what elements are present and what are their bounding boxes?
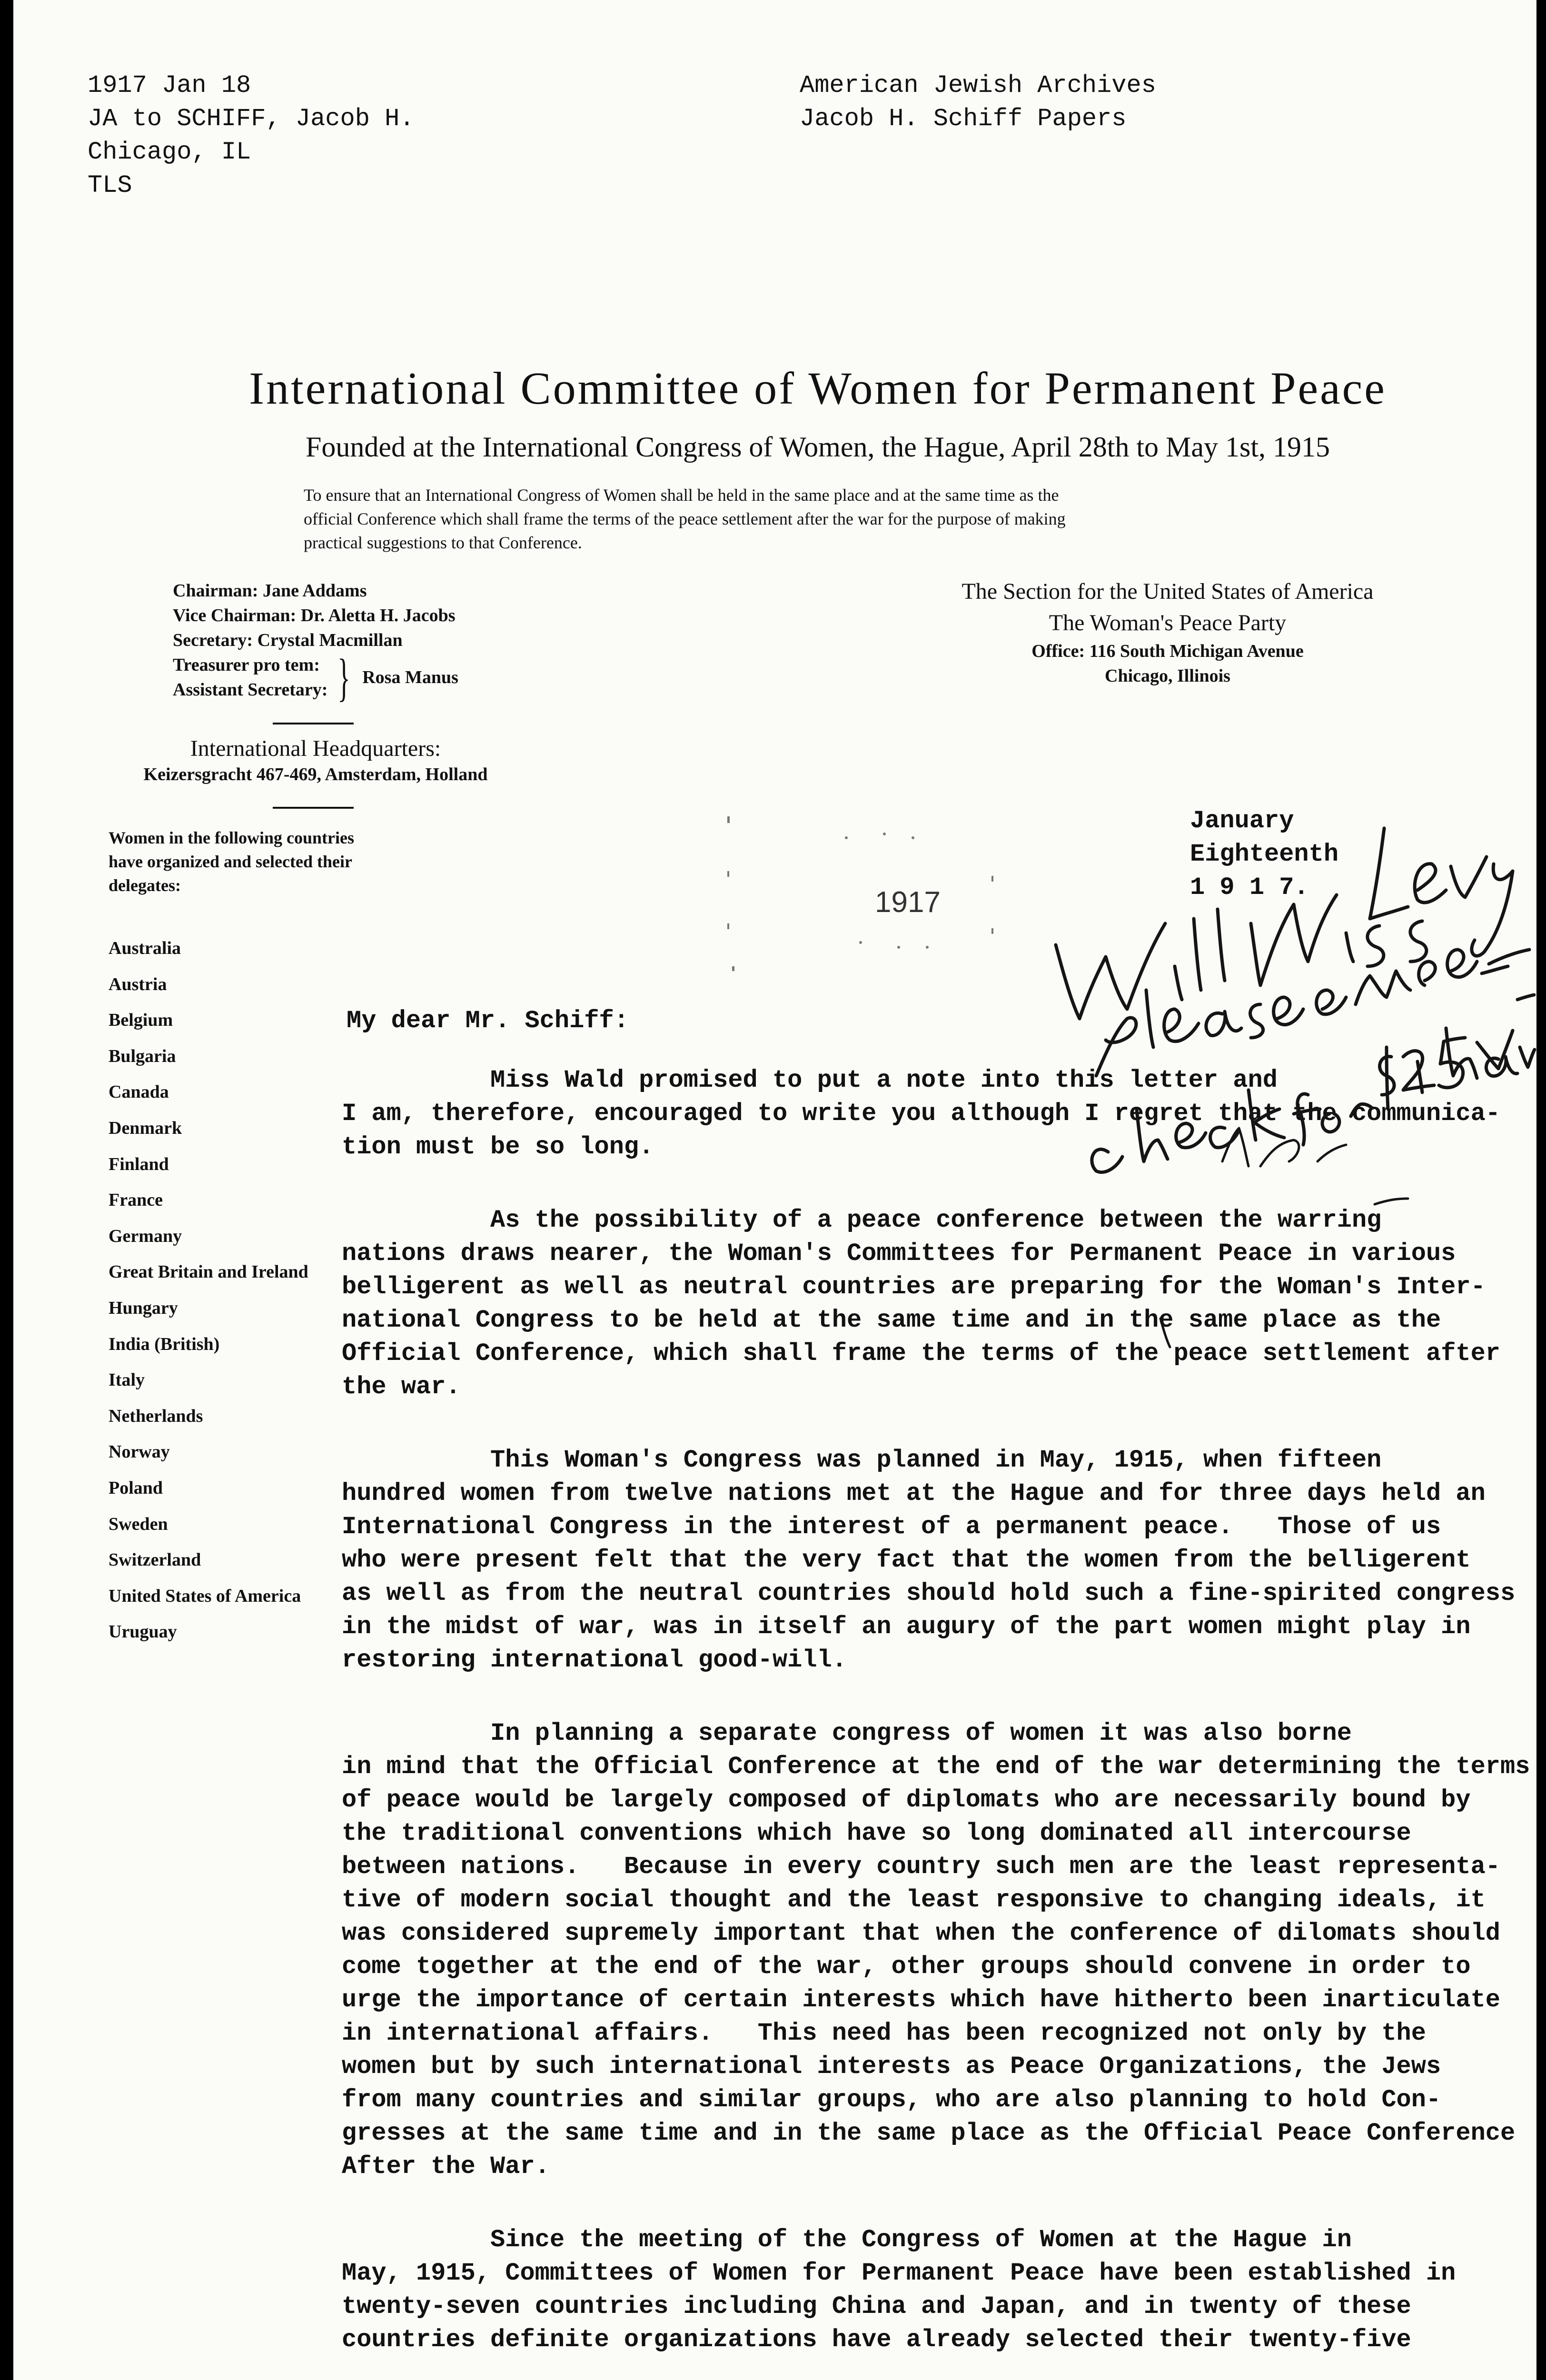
handwriting-stroke — [1250, 1004, 1263, 1038]
officer-secretary: Secretary: Crystal Macmillan — [173, 630, 403, 650]
handwriting-stroke — [1447, 950, 1477, 977]
body-line: This Woman's Congress was planned in May, 1915, when fifteen — [342, 1446, 1382, 1474]
handwriting-stroke — [1477, 1031, 1513, 1069]
body-line: Since the meeting of the Congress of Women at the Hague in — [342, 2226, 1352, 2254]
body-line: tion must be so long. — [342, 1133, 654, 1161]
date-line: January — [1190, 807, 1294, 835]
country-item: Uruguay — [109, 1622, 177, 1642]
body-line: come together at the end of the war, other groups should convene in order to — [342, 1953, 1471, 1981]
handwriting-stroke — [1194, 919, 1201, 990]
body-line: restoring international good-will. — [342, 1646, 847, 1674]
headquarters-title: International Headquarters: — [190, 736, 441, 761]
country-item: Belgium — [109, 1010, 173, 1031]
handwriting-stroke — [1368, 926, 1384, 966]
countries-intro-line: Women in the following countries — [109, 828, 355, 847]
body-paragraph — [342, 1717, 1536, 2183]
body-line: International Congress in the interest of a permanent peace. Those of us — [342, 1513, 1441, 1541]
country-item: Norway — [109, 1442, 170, 1462]
officer-assistant-label: Assistant Secretary: — [173, 680, 328, 700]
us-section-line: The Woman's Peace Party — [1049, 610, 1287, 635]
handwriting-stroke — [1146, 990, 1153, 1047]
country-item: Canada — [109, 1082, 169, 1102]
handwriting-stroke — [1356, 971, 1410, 1004]
stamp-year: 1917 — [875, 886, 941, 919]
mission-line: To ensure that an International Congress of Women shall be held in the same place and at the same time as the — [304, 486, 1059, 505]
mission-line: official Conference which shall frame the terms of the peace settlement after the war for the purpose of making — [304, 509, 1066, 528]
country-item: France — [109, 1190, 163, 1210]
countries-list — [109, 931, 308, 1650]
divider — [273, 807, 354, 809]
body-line: hundred women from twelve nations met at the Hague and for three days held an — [342, 1479, 1486, 1507]
body-line: the traditional conventions which have so long dominated all intercourse — [342, 1819, 1411, 1847]
body-line: urge the importance of certain interests which have hitherto been inarticulate — [342, 1986, 1500, 2014]
archive-citation-right — [800, 69, 1156, 136]
citation-line: 1917 Jan 18 — [88, 71, 251, 99]
country-item: Hungary — [109, 1298, 178, 1318]
archive-citation-left — [88, 69, 415, 202]
officer-vice-chairman: Vice Chairman: Dr. Aletta H. Jacobs — [173, 605, 456, 625]
salutation: My dear Mr. Schiff: — [347, 1007, 629, 1035]
body-line: nations draws nearer, the Woman's Committees for Permanent Peace in various — [342, 1240, 1456, 1268]
officer-chairman: Chairman: Jane Addams — [173, 581, 367, 601]
handwriting-stroke — [1274, 997, 1303, 1025]
country-item: Switzerland — [109, 1550, 201, 1570]
country-item: United States of America — [109, 1586, 301, 1606]
body-line: May, 1915, Committees of Women for Permanent Peace have been established in — [342, 2259, 1456, 2287]
handwriting-stroke — [1218, 909, 1225, 981]
citation-line: Jacob H. Schiff Papers — [800, 105, 1127, 133]
body-line: in the midst of war, was in itself an augury of the part women might play in — [342, 1613, 1471, 1641]
body-paragraph — [342, 1444, 1536, 1677]
handwriting-stroke — [1419, 962, 1436, 985]
officer-treasurer-label: Treasurer pro tem: — [173, 655, 320, 675]
headquarters-address: Keizersgracht 467-469, Amsterdam, Holland — [143, 764, 488, 784]
officer-shared-name: Rosa Manus — [362, 667, 458, 687]
country-item: Sweden — [109, 1514, 168, 1534]
country-item: Poland — [109, 1478, 163, 1498]
country-item: Australia — [109, 938, 181, 958]
handwriting-stroke — [1206, 1012, 1241, 1036]
handwriting-stroke — [1482, 966, 1508, 973]
letter-body — [342, 1064, 1536, 2380]
body-paragraph — [342, 1204, 1536, 1404]
letterhead-title: International Committee of Women for Permanent Peace — [249, 363, 1387, 414]
countries-intro — [109, 826, 354, 897]
body-line: In planning a separate congress of women it was also borne — [342, 1719, 1352, 1747]
us-section-block — [903, 576, 1432, 688]
citation-line: TLS — [88, 171, 132, 199]
body-line: belligerent as well as neutral countries are preparing for the Woman's Inter- — [342, 1273, 1486, 1301]
mission-line: practical suggestions to that Conference. — [304, 533, 582, 552]
headquarters-block — [109, 735, 523, 788]
body-line: in mind that the Official Conference at the end of the war determining the terms — [342, 1753, 1530, 1781]
handwriting-stroke — [1251, 895, 1337, 985]
handwriting-stroke — [1370, 828, 1408, 919]
body-line: Official Conference, which shall frame the terms of the peace settlement after — [342, 1339, 1500, 1368]
body-paragraph — [342, 2223, 1536, 2357]
country-item: Germany — [109, 1226, 182, 1246]
handwriting-stroke — [1056, 923, 1165, 1019]
country-item: Italy — [109, 1370, 145, 1390]
body-line: Miss Wald promised to put a note into this letter and — [342, 1066, 1278, 1094]
letterhead-subtitle: Founded at the International Congress of Women, the Hague, April 28th to May 1st, 1915 — [305, 431, 1330, 463]
letter-sheet — [13, 0, 1536, 2380]
citation-line: JA to SCHIFF, Jacob H. — [88, 105, 415, 133]
handwriting-stroke — [1175, 966, 1182, 1000]
us-section-city: Chicago, Illinois — [1105, 666, 1230, 686]
country-item: Denmark — [109, 1118, 182, 1138]
body-line: was considered supremely important that when the conference of dilomats should — [342, 1919, 1500, 1947]
citation-line: American Jewish Archives — [800, 71, 1156, 99]
body-line: the war. — [342, 1373, 461, 1401]
date-line: 1 9 1 7. — [1190, 873, 1309, 902]
countries-intro-line: have organized and selected their — [109, 852, 352, 871]
handwriting-stroke — [1489, 950, 1529, 964]
body-line: in international affairs. This need has been recognized not only by the — [342, 2019, 1426, 2047]
handwriting-stroke — [1410, 921, 1427, 962]
body-line: as well as from the neutral countries should hold such a fine-spirited congress — [342, 1579, 1516, 1607]
citation-line: Chicago, IL — [88, 138, 251, 166]
handwriting-stroke — [1517, 995, 1534, 1000]
body-line: I am, therefore, encouraged to write you although I regret that the communica- — [342, 1100, 1500, 1128]
body-line: who were present felt that the very fact that the women from the belligerent — [342, 1546, 1471, 1574]
body-line: from many countries and similar groups, who are also planning to hold Con- — [342, 2086, 1441, 2114]
body-paragraph — [342, 1064, 1536, 1164]
letterhead-mission — [304, 483, 1351, 555]
us-section-address: Office: 116 South Michigan Avenue — [1031, 641, 1304, 661]
body-line: gresses at the same time and in the same place as the Official Peace Conference — [342, 2119, 1516, 2147]
body-line: After the War. — [342, 2152, 550, 2181]
country-item: India (British) — [109, 1334, 220, 1354]
body-line: countries definite organizations have already selected their twenty-five — [342, 2326, 1411, 2354]
body-line: national Congress to be held at the same time and in the same place as the — [342, 1306, 1441, 1334]
country-item: Great Britain and Ireland — [109, 1262, 308, 1282]
date-line: Eighteenth — [1190, 840, 1339, 868]
handwriting-stroke — [1346, 933, 1353, 962]
country-item: Netherlands — [109, 1406, 203, 1426]
body-line: women but by such international interests as Peace Organizations, the Jews — [342, 2053, 1441, 2081]
brace-glyph: } — [337, 648, 351, 706]
handwriting-stroke — [1317, 990, 1346, 1014]
us-section-line: The Section for the United States of America — [961, 579, 1374, 604]
country-item: Finland — [109, 1154, 169, 1174]
officers-list — [173, 578, 458, 706]
handwriting-stroke — [1415, 864, 1446, 902]
country-item: Austria — [109, 974, 167, 994]
handwriting-stroke — [1472, 864, 1513, 956]
body-line: tive of modern social thought and the least responsive to changing ideals, it — [342, 1886, 1486, 1914]
handwriting-stroke — [1164, 1009, 1199, 1041]
body-line: of peace would be largely composed of diplomats who are necessarily bound by — [342, 1786, 1471, 1814]
officer-treasurer-group — [173, 648, 458, 706]
handwriting-stroke — [1451, 857, 1487, 897]
countries-intro-line: delegates: — [109, 876, 181, 895]
body-line: twenty-seven countries including China and Japan, and in twenty of these — [342, 2292, 1411, 2320]
received-stamp — [727, 804, 994, 976]
body-line: As the possibility of a peace conference between the warring — [342, 1206, 1382, 1234]
letter-date — [1190, 804, 1338, 904]
divider — [273, 723, 354, 724]
body-line: between nations. Because in every country such men are the least representa- — [342, 1853, 1500, 1881]
country-item: Bulgaria — [109, 1046, 176, 1066]
